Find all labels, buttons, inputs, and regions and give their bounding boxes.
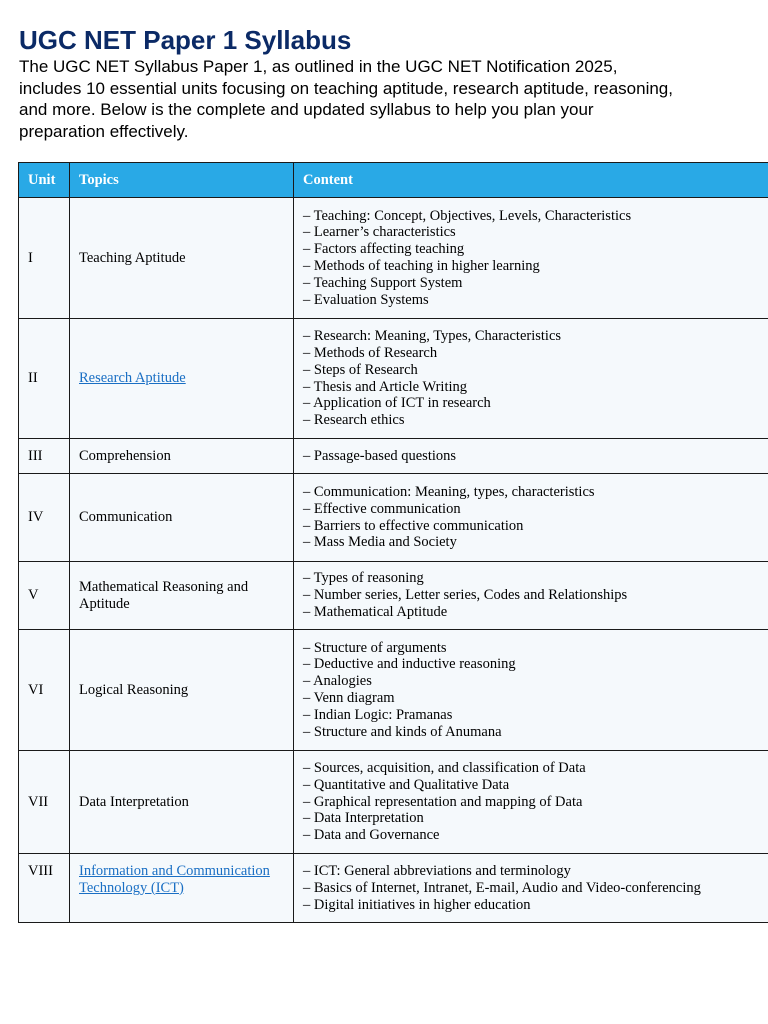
topic-link[interactable]: Research Aptitude xyxy=(79,370,186,387)
topic-label: Data Interpretation xyxy=(79,793,189,810)
content-cell xyxy=(294,474,768,562)
content-item: – Types of reasoning xyxy=(303,570,424,587)
unit-cell: VII xyxy=(19,751,70,854)
content-list xyxy=(303,863,759,913)
content-item: – Structure and kinds of Anumana xyxy=(303,723,502,740)
table-header-row xyxy=(19,163,768,198)
content-item: – Number series, Letter series, Codes and Relationships xyxy=(303,587,628,604)
content-item: – Mathematical Aptitude xyxy=(303,603,448,620)
content-item: – Teaching Support System xyxy=(303,274,463,291)
topic-cell xyxy=(70,562,294,630)
content-item: – Research: Meaning, Types, Characteristics xyxy=(303,328,562,345)
topic-label: Mathematical Reasoning and Aptitude xyxy=(79,578,249,612)
content-cell xyxy=(294,319,768,439)
content-item: – Mass Media and Society xyxy=(303,534,457,551)
content-item: – Barriers to effective communication xyxy=(303,517,524,534)
content-item: – Steps of Research xyxy=(303,361,418,378)
content-list xyxy=(303,328,759,429)
content-item: – Methods of Research xyxy=(303,344,438,361)
header-unit: Unit xyxy=(19,163,70,198)
content-item: – Application of ICT in research xyxy=(303,395,491,412)
topic-label: Logical Reasoning xyxy=(79,681,189,698)
content-item: – Passage-based questions xyxy=(303,447,457,464)
topic-cell xyxy=(70,474,294,562)
content-item: – Indian Logic: Pramanas xyxy=(303,706,453,723)
content-cell xyxy=(294,630,768,751)
content-item: – Data and Governance xyxy=(303,827,440,844)
unit-cell: I xyxy=(19,198,70,319)
content-item: – ICT: General abbreviations and terminology xyxy=(303,863,571,879)
unit-cell: VIII xyxy=(19,854,70,923)
content-item: – Research ethics xyxy=(303,412,405,429)
table-row xyxy=(19,562,768,630)
header-content: Content xyxy=(294,163,768,198)
content-item: – Thesis and Article Writing xyxy=(303,378,467,395)
content-item: – Effective communication xyxy=(303,500,461,517)
content-cell xyxy=(294,439,768,474)
content-item: – Methods of teaching in higher learning xyxy=(303,258,540,274)
topic-cell xyxy=(70,751,294,854)
topic-label: Communication xyxy=(79,509,173,526)
content-list xyxy=(303,640,759,741)
table-row xyxy=(19,854,768,923)
content-item: – Deductive and inductive reasoning xyxy=(303,656,516,673)
topic-cell xyxy=(70,198,294,319)
content-item: – Evaluation Systems xyxy=(303,291,429,308)
content-list xyxy=(303,448,759,465)
content-item: – Quantitative and Qualitative Data xyxy=(303,776,510,793)
content-item: – Structure of arguments xyxy=(303,639,447,656)
topic-label: Teaching Aptitude xyxy=(79,249,186,266)
content-list xyxy=(303,570,759,620)
table-row xyxy=(19,439,768,474)
content-item: – Graphical representation and mapping of Data xyxy=(303,793,583,810)
content-item: – Teaching: Concept, Objectives, Levels, Characteristics xyxy=(303,207,632,224)
content-item: – Communication: Meaning, types, characteristics xyxy=(303,483,595,500)
content-item: – Sources, acquisition, and classification of Data xyxy=(303,760,586,776)
unit-cell: II xyxy=(19,319,70,439)
table-row xyxy=(19,319,768,439)
header-topics: Topics xyxy=(70,163,294,198)
intro-paragraph: The UGC NET Syllabus Paper 1, as outlined in the UGC NET Notification 2025, includes 10 essential units focusing on teaching aptitude, research aptitude, reasoning, and more. Below is the complete and updated syllabus to help you plan your preparation effectively. xyxy=(19,57,673,141)
syllabus-table xyxy=(18,162,768,923)
content-list xyxy=(303,760,759,844)
content-item: – Learner’s characteristics xyxy=(303,224,456,241)
unit-cell: VI xyxy=(19,630,70,751)
content-item: – Venn diagram xyxy=(303,690,395,706)
unit-cell: V xyxy=(19,562,70,630)
topic-cell xyxy=(70,854,294,923)
content-cell xyxy=(294,751,768,854)
topic-label: Comprehension xyxy=(79,447,171,464)
content-cell xyxy=(294,854,768,923)
table-body xyxy=(19,198,768,923)
table-row xyxy=(19,474,768,562)
topic-cell xyxy=(70,439,294,474)
content-item: – Basics of Internet, Intranet, E-mail, Audio and Video-conferencing xyxy=(303,879,701,896)
content-item: – Factors affecting teaching xyxy=(303,241,465,258)
content-list xyxy=(303,208,759,309)
content-item: – Digital initiatives in higher education xyxy=(303,896,531,913)
topic-cell xyxy=(70,630,294,751)
unit-cell: IV xyxy=(19,474,70,562)
content-list xyxy=(303,484,759,551)
table-row xyxy=(19,198,768,319)
content-item: – Data Interpretation xyxy=(303,810,424,827)
content-cell xyxy=(294,562,768,630)
content-item: – Analogies xyxy=(303,673,372,690)
page-title: UGC NET Paper 1 Syllabus xyxy=(19,25,352,55)
table-row xyxy=(19,630,768,751)
unit-cell: III xyxy=(19,439,70,474)
table-row xyxy=(19,751,768,854)
topic-cell xyxy=(70,319,294,439)
content-cell xyxy=(294,198,768,319)
topic-link[interactable]: Information and Communication Technology (ICT) xyxy=(79,863,270,896)
